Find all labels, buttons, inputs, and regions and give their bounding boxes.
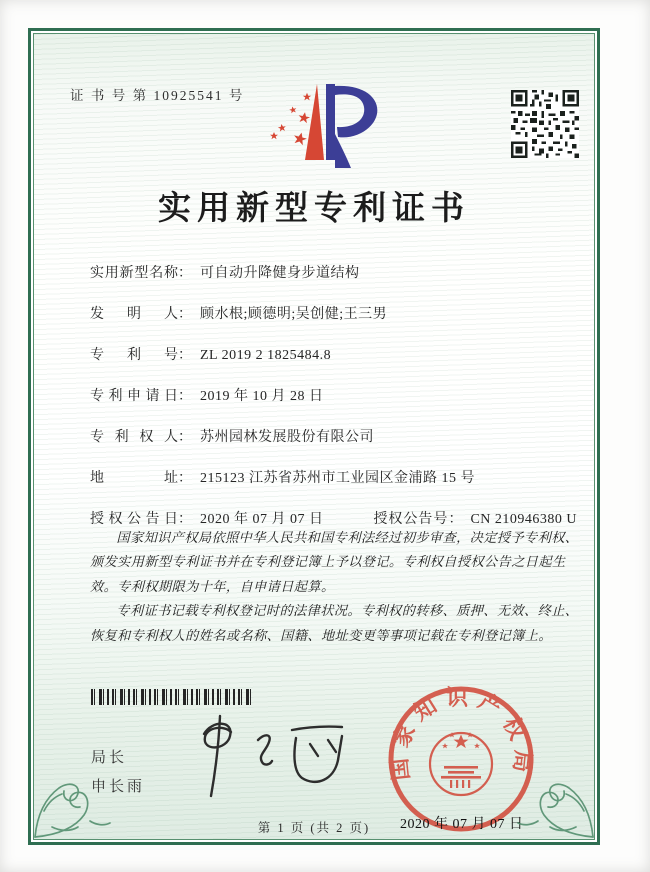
field-colon: ： [178,430,192,445]
field-colon: ： [178,512,192,527]
legal-paragraph: 国家知识产权局依照中华人民共和国专利法经过初步审查，决定授予专利权、颁发实用新型专利证书并在专利登记簿上予以登记。专利权自授权公告之日起生效。专利权期限为十年，自申请日起算。 [90,530,579,594]
field-list [90,262,577,549]
field-row [90,467,577,487]
field-label: 地址 [90,471,178,486]
seal-ring-text: 国家知识产权局 [385,685,537,782]
field-label: 专利号 [90,348,178,363]
grant-no-label: 授权公告号 [373,512,449,527]
field-value: 顾水根;顾德明;吴创健;王三男 [200,307,388,322]
field-label: 发明人 [90,307,178,322]
qr-code-icon [511,90,579,158]
certificate-number: 证 书 号 第 10925541 号 [70,88,245,103]
field-row [90,385,577,405]
grant-date-label: 授权公告日 [90,512,178,527]
certificate-border-frame [28,28,600,845]
field-value: 215123 江苏省苏州市工业园区金浦路 15 号 [200,471,475,486]
grant-date-value: 2020 年 07 月 07 日 [200,512,324,527]
page-title: 实用新型专利证书 [158,191,470,227]
field-colon: ： [448,512,463,527]
legal-text [90,526,579,648]
legal-paragraph: 专利证书记载专利权登记时的法律状况。专利权的转移、质押、无效、终止、恢复和专利权人的姓名或名称、国籍、地址变更等事项记载在专利登记簿上。 [90,603,579,643]
field-colon: ： [178,471,192,486]
cnipa-logo-icon [260,78,394,180]
page-indicator: 第 1 页 (共 2 页) [257,821,371,835]
field-value: 可自动升降健身步道结构 [200,266,360,281]
field-colon: ： [178,307,192,322]
field-label: 专利权人 [90,430,178,445]
barcode-icon [91,689,253,705]
grant-no-value: CN 210946380 U [470,512,577,527]
signatory-name: 申长雨 [91,778,146,795]
field-label: 专利申请日 [90,389,178,404]
field-row [90,303,577,323]
field-label: 实用新型名称 [90,266,178,281]
field-value: 2019 年 10 月 28 日 [200,389,324,404]
signature-icon [182,710,372,804]
field-value: 苏州园林发展股份有限公司 [200,430,374,445]
seal-date: 2020 年 07 月 07 日 [400,817,524,832]
signatory-title: 局长 [91,749,128,766]
certificate-content-area [33,33,595,840]
field-value: ZL 2019 2 1825484.8 [200,348,332,363]
field-colon: ： [178,389,192,404]
field-colon: ： [178,266,192,281]
field-colon: ： [178,348,192,363]
field-row [90,344,577,364]
field-row [90,262,577,282]
field-row-grant [90,508,577,528]
field-row [90,426,577,446]
